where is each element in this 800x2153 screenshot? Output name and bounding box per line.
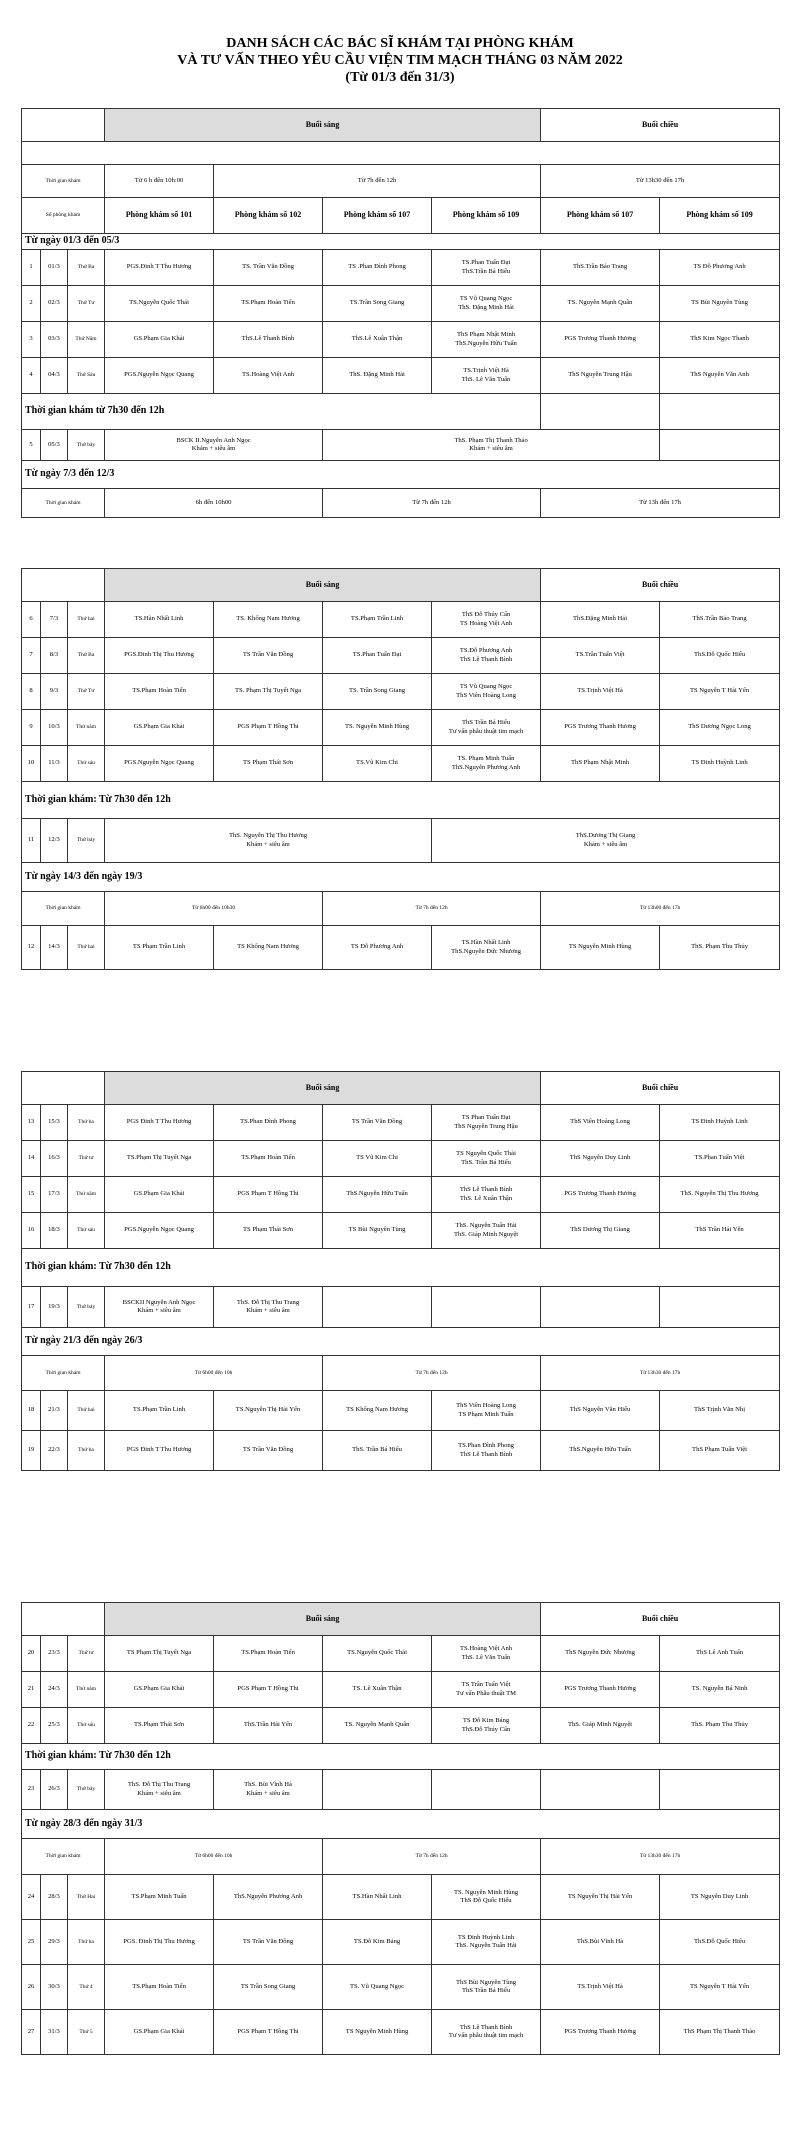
doctor-cell: TS. Phạm Minh Tuấn ThS.Nguyễn Phương Anh [432, 746, 541, 782]
row-number-cell: 18 [22, 1391, 41, 1431]
date-cell: 29/3 [41, 1920, 68, 1965]
doctor-cell: ThS.Nguyễn Hữu Tuấn [323, 1177, 432, 1213]
doctor-cell: TS. Vũ Quang Ngọc [323, 1965, 432, 2010]
row-number-cell: 20 [22, 1636, 41, 1672]
doctor-cell: ThS. Trần Bá Hiếu [323, 1431, 432, 1471]
row-number-cell: 9 [22, 710, 41, 746]
schedule-row [22, 926, 780, 970]
title-line-1: DANH SÁCH CÁC BÁC SĨ KHÁM TẠI PHÒNG KHÁM [226, 36, 574, 51]
row-number-cell: 6 [22, 602, 41, 638]
schedule-row [22, 2010, 780, 2055]
title-line-3: (Từ 01/3 đến 31/3) [345, 70, 455, 85]
doctor-cell: TS Trần Tuấn Việt Tư vấn Phẫu thuật TM [432, 1672, 541, 1708]
weekday-cell: Thứ Tư [68, 286, 105, 322]
row-number-cell: 22 [22, 1708, 41, 1744]
doctor-cell: TS.Phạm Hoàn Tiến [105, 1965, 214, 2010]
row-number-cell: 26 [22, 1965, 41, 2010]
doctor-cell: TS Nguyễn T Hải Yến [660, 674, 780, 710]
date-cell: 16/3 [41, 1141, 68, 1177]
doctor-cell: ThS.Đặng Minh Hải [541, 602, 660, 638]
doctor-cell: TS. Nguyễn Mạnh Quân [323, 1708, 432, 1744]
doctor-cell: ThS Nguyễn Văn Anh [660, 358, 780, 394]
row-number-cell: 13 [22, 1105, 41, 1141]
schedule-row [22, 1672, 780, 1708]
schedule-row [22, 1431, 780, 1471]
doctor-cell: TS. Trần Văn Đồng [214, 250, 323, 286]
doctor-cell: TS. Trần Song Giang [323, 674, 432, 710]
row-number-cell: 7 [22, 638, 41, 674]
room-row: Số phòng khám Phòng khám số 101 Phòng khám số 102 Phòng khám số 107 Phòng khám số 109 Phòng khám số 107 Phòng khám số 109 [22, 198, 780, 234]
doctor-cell: TS Đinh Huỳnh Linh ThS. Nguyễn Tuấn Hải [432, 1920, 541, 1965]
date-cell: 28/3 [41, 1875, 68, 1920]
schedule-row [22, 746, 780, 782]
doctor-cell: TS Bùi Nguyên Tùng [660, 286, 780, 322]
doctor-cell: ThS.Trần Bảo Trang [541, 250, 660, 286]
doctor-cell: TS Phạm Thái Sơn [214, 746, 323, 782]
doctor-cell: PGS Trương Thanh Hương [541, 710, 660, 746]
doctor-cell: TS Phạm Thái Sơn [214, 1213, 323, 1249]
weekday-cell: Thứ hai [68, 926, 105, 970]
time-row: Thời gian khám 6h đến 10h00 Từ 7h đến 12h Từ 13h đến 17h [22, 489, 780, 518]
doctor-cell: TS Trần Văn Đồng [214, 1431, 323, 1471]
schedule-row [22, 250, 780, 286]
doctor-cell: TS Nguyễn Thị Hải Yến [541, 1875, 660, 1920]
row-number-cell: 16 [22, 1213, 41, 1249]
doctor-cell: ThS Bùi Nguyên Tùng ThS Trần Bá Hiếu [432, 1965, 541, 2010]
doctor-cell: PGS Đinh T Thu Hương [105, 1105, 214, 1141]
doctor-cell: GS.Phạm Gia Khải [105, 1672, 214, 1708]
date-cell: 31/3 [41, 2010, 68, 2055]
date-cell: 01/3 [41, 250, 68, 286]
doctor-cell: ThS.Nguyễn Hữu Tuấn [541, 1431, 660, 1471]
doctor-cell: TS.Hàn Nhất Linh ThS.Nguyễn Đức Nhương [432, 926, 541, 970]
row-number-cell: 8 [22, 674, 41, 710]
doctor-cell: ThS.Nguyễn Phương Anh [214, 1875, 323, 1920]
doctor-cell: ThS.Trần Hải Yến [214, 1708, 323, 1744]
date-cell: 14/3 [41, 926, 68, 970]
section-header: Từ ngày 28/3 đến ngày 31/3 [22, 1810, 780, 1839]
doctor-cell: TS.Đỗ Phương Anh ThS Lê Thanh Bình [432, 638, 541, 674]
date-cell: 21/3 [41, 1391, 68, 1431]
weekday-cell: Thứ năm [68, 710, 105, 746]
doctor-cell: TS Phan Tuấn Đạt ThS Nguyễn Trung Hậu [432, 1105, 541, 1141]
section-header: Từ ngày 01/3 đến 05/3 [22, 234, 780, 250]
section-header: Thời gian khám: Từ 7h30 đến 12h [22, 1744, 780, 1770]
doctor-cell: ThS. Phạm Thu Thủy [660, 926, 780, 970]
doctor-cell: TS.Phan Tuấn Đạt [323, 638, 432, 674]
date-cell: 7/3 [41, 602, 68, 638]
date-cell: 25/3 [41, 1708, 68, 1744]
doctor-cell: TS.Đỗ Kim Bảng [323, 1920, 432, 1965]
weekday-cell: Thứ Hai [68, 1875, 105, 1920]
schedule-row [22, 1391, 780, 1431]
doctor-cell: TS Vũ Quang Ngọc ThS. Đặng Minh Hải [432, 286, 541, 322]
weekday-cell: Thứ hai [68, 1391, 105, 1431]
doctor-cell: ThS.Đỗ Quốc Hiếu [660, 1920, 780, 1965]
doctor-cell: TS.Phan Tuấn Đạt ThS.Trần Bá Hiếu [432, 250, 541, 286]
doctor-cell: ThS Trần Bá Hiếu Tư vấn phẫu thuật tim mạch [432, 710, 541, 746]
doctor-cell: PGS Phạm T Hồng Thi [214, 2010, 323, 2055]
weekday-cell: Thứ năm [68, 1672, 105, 1708]
doctor-cell: PGS.Nguyễn Ngọc Quang [105, 746, 214, 782]
schedule-row [22, 1636, 780, 1672]
date-cell: 17/3 [41, 1177, 68, 1213]
row-number-cell: 2 [22, 286, 41, 322]
weekday-cell: Thứ sáu [68, 1213, 105, 1249]
weekday-cell: Thứ ba [68, 1431, 105, 1471]
date-cell: 04/3 [41, 358, 68, 394]
row-number-cell: 3 [22, 322, 41, 358]
section-header: Thời gian khám từ 7h30 đến 12h [22, 394, 780, 430]
weekday-cell: Thứ Sáu [68, 358, 105, 394]
time-row: Thời gian khám Từ 6h00 đến 10h Từ 7h đến 12h Từ 13h30 đến 17h [22, 1356, 780, 1391]
doctor-cell: TS.Trịnh Việt Hà [541, 674, 660, 710]
doctor-cell: GS.Phạm Gia Khải [105, 710, 214, 746]
doctor-cell: TS.Phan Đình Phong ThS Lê Thanh Bình [432, 1431, 541, 1471]
doctor-cell: TS Nguyễn T Hải Yến [660, 1965, 780, 2010]
doctor-cell: TS.Hoàng Việt Anh ThS. Lê Văn Tuấn [432, 1636, 541, 1672]
schedule-page-1 [21, 108, 779, 518]
doctor-cell: TS. Nguyễn Bá Ninh [660, 1672, 780, 1708]
weekday-cell: Thứ Ba [68, 250, 105, 286]
schedule-table-4 [21, 1602, 780, 2055]
doctor-cell: TS Trần Văn Đồng [214, 638, 323, 674]
time-row: Thời gian khám Từ 6 h đến 10h:00 Từ 7h đến 12h Từ 13h30 đến 17h [22, 165, 780, 198]
doctor-cell: TS Đỗ Phương Anh [660, 250, 780, 286]
doctor-cell: GS.Phạm Gia Khải [105, 1177, 214, 1213]
section-header: Từ ngày 21/3 đến ngày 26/3 [22, 1328, 780, 1356]
doctor-cell: GS.Phạm Gia Khải [105, 2010, 214, 2055]
doctor-cell: TS.Hàn Nhất Linh [323, 1875, 432, 1920]
doctor-cell: ThS.Đỗ Quốc Hiếu [660, 638, 780, 674]
doctor-cell: ThS Trần Hải Yến [660, 1213, 780, 1249]
doctor-cell: ThS. Phạm Thu Thủy [660, 1708, 780, 1744]
doctor-cell: PGS Phạm T Hồng Thi [214, 1177, 323, 1213]
weekday-cell: Thứ Ba [68, 638, 105, 674]
doctor-cell: PGS.Đinh T Thu Hương [105, 250, 214, 286]
doctor-cell: TS Đinh Huỳnh Linh [660, 1105, 780, 1141]
doctor-cell: TS.Phạm Trần Linh [323, 602, 432, 638]
time-row: Thời gian khám Từ 6h00 đến 10h Từ 7h đến 12h Từ 13h30 đến 17h [22, 1839, 780, 1875]
weekday-cell: Thứ 4 [68, 1965, 105, 2010]
schedule-row [22, 1213, 780, 1249]
doctor-cell: ThS.Lê Thanh Bình [214, 322, 323, 358]
doctor-cell: ThS Phạm Nhật Minh ThS.Nguyễn Hữu Tuấn [432, 322, 541, 358]
doctor-cell: ThS.Bùi Vĩnh Hà [541, 1920, 660, 1965]
date-cell: 11/3 [41, 746, 68, 782]
doctor-cell: TS Phạm Trần Linh [105, 926, 214, 970]
doctor-cell: ThS Phạm Tuấn Việt [660, 1431, 780, 1471]
section-header: Thời gian khám: Từ 7h30 đến 12h [22, 782, 780, 819]
time-row: Thời gian khám Từ 6h00 đến 10h30 Từ 7h đến 12h Từ 13h00 đến 17h [22, 892, 780, 926]
saturday-row: 23 26/3 Thứ bảy ThS. Đỗ Thị Thu Trang Khám + siêu âm ThS. Bùi Vĩnh Hà Khám + siêu âm [22, 1770, 780, 1810]
doctor-cell: TS.Phạm Minh Tuấn [105, 1875, 214, 1920]
doctor-cell: TS Nguyễn Duy Linh [660, 1875, 780, 1920]
date-cell: 03/3 [41, 322, 68, 358]
schedule-row [22, 602, 780, 638]
doctor-cell: TS Khổng Nam Hương [323, 1391, 432, 1431]
date-cell: 10/3 [41, 710, 68, 746]
doctor-cell: TS Phạm Thị Tuyết Nga [105, 1636, 214, 1672]
weekday-cell: Thứ ba [68, 1920, 105, 1965]
doctor-cell: PGS. Đinh Thị Thu Hương [105, 1920, 214, 1965]
doctor-cell: ThS Nguyễn Đức Nhương [541, 1636, 660, 1672]
doctor-cell: TS.Trần Tuấn Việt [541, 638, 660, 674]
doctor-cell: TS Trần Văn Đồng [323, 1105, 432, 1141]
weekday-cell: Thứ sáu [68, 746, 105, 782]
doctor-cell: PGS Trương Thanh Hương [541, 1672, 660, 1708]
doctor-cell: ThS Viên Hoàng Long TS Phạm Minh Tuấn [432, 1391, 541, 1431]
doctor-cell: TS Đỗ Kim Bảng ThS.Đỗ Thúy Cẩn [432, 1708, 541, 1744]
section-header: Từ ngày 7/3 đến 12/3 [22, 461, 780, 489]
doctor-cell: TS.Nguyễn Quốc Thái [323, 1636, 432, 1672]
doctor-cell: TS Trần Song Giang [214, 1965, 323, 2010]
doctor-cell: TS.Trần Song Giang [323, 286, 432, 322]
saturday-row: 17 19/3 Thứ bảy BSCKII Nguyễn Anh Ngọc Khám + siêu âm ThS. Đỗ Thị Thu Trang Khám + siêu âm [22, 1287, 780, 1328]
doctor-cell: TS.Trịnh Việt Hà [541, 1965, 660, 2010]
date-cell: 30/3 [41, 1965, 68, 2010]
weekday-cell: Thứ Tư [68, 674, 105, 710]
doctor-cell: TS .Phan Đình Phong [323, 250, 432, 286]
doctor-cell: TS.Nguyễn Thị Hải Yến [214, 1391, 323, 1431]
schedule-table-3 [21, 1071, 780, 1471]
weekday-cell: Thứ Năm [68, 322, 105, 358]
doctor-cell: ThS Phạm Nhật Minh [541, 746, 660, 782]
row-number-cell: 4 [22, 358, 41, 394]
doctor-cell: TS.Phạm Hoàn Tiến [105, 674, 214, 710]
doctor-cell: TS.Vũ Kim Chi [323, 746, 432, 782]
schedule-page-2 [21, 568, 779, 970]
row-number-cell: 1 [22, 250, 41, 286]
doctor-cell: ThS Lê Thanh Bình Tư vấn phẫu thuật tim mạch [432, 2010, 541, 2055]
doctor-cell: ThS Kim Ngọc Thanh [660, 322, 780, 358]
doctor-cell: PGS Phạm T Hồng Thi [214, 710, 323, 746]
weekday-cell: Thứ 5 [68, 2010, 105, 2055]
doctor-cell: TS.Phạm Hoàn Tiến [214, 1636, 323, 1672]
doctor-cell: PGS.Nguyễn Ngọc Quang [105, 358, 214, 394]
header-row: Buổi sáng Buổi chiều [22, 1072, 780, 1105]
section-header: Từ ngày 14/3 đến ngày 19/3 [22, 863, 780, 892]
doctor-cell: PGS Trương Thanh Hương [541, 2010, 660, 2055]
doctor-cell: TS. Phạm Thị Tuyết Nga [214, 674, 323, 710]
doctor-cell: ThS Nguyễn Văn Hiếu [541, 1391, 660, 1431]
doctor-cell: TS.Phan Tuấn Việt [660, 1141, 780, 1177]
afternoon-header: Buổi chiều [541, 109, 780, 142]
doctor-cell: TS Trần Văn Đồng [214, 1920, 323, 1965]
doctor-cell: TS Nguyễn Quốc Thái ThS. Trần Bá Hiếu [432, 1141, 541, 1177]
doctor-cell: ThS Phạm Thị Thanh Thảo [660, 2010, 780, 2055]
doctor-cell: TS. Nguyễn Mạnh Quân [541, 286, 660, 322]
schedule-row [22, 674, 780, 710]
schedule-row [22, 1105, 780, 1141]
row-number-cell: 27 [22, 2010, 41, 2055]
saturday-row: 5 05/3 Thứ bảy BSCK II.Nguyễn Anh Ngọc Khám + siêu âm ThS. Phạm Thị Thanh Thảo Khám + siêu âm [22, 430, 780, 461]
schedule-row [22, 286, 780, 322]
doctor-cell: PGS.Nguyễn Ngọc Quang [105, 1213, 214, 1249]
date-cell: 15/3 [41, 1105, 68, 1141]
schedule-row [22, 638, 780, 674]
doctor-cell: TS.Hàn Nhất Linh [105, 602, 214, 638]
schedule-row [22, 1875, 780, 1920]
doctor-cell: TS Vũ Quang Ngọc ThS Viên Hoàng Long [432, 674, 541, 710]
doctor-cell: TS Vũ Kim Chi [323, 1141, 432, 1177]
doctor-cell: PGS Trương Thanh Hương [541, 322, 660, 358]
weekday-cell: Thứ tư [68, 1636, 105, 1672]
doctor-cell: TS. Lê Xuân Thận [323, 1672, 432, 1708]
doctor-cell: TS Đỗ Phương Anh [323, 926, 432, 970]
doctor-cell: ThS Viên Hoàng Long [541, 1105, 660, 1141]
doctor-cell: TS Bùi Nguyên Tùng [323, 1213, 432, 1249]
doctor-cell: TS.Nguyễn Quốc Thái [105, 286, 214, 322]
doctor-cell: ThS Đỗ Thúy Cẩn TS Hoàng Việt Anh [432, 602, 541, 638]
schedule-page-4 [21, 1602, 779, 2055]
doctor-cell: ThS.Trần Bảo Trang [660, 602, 780, 638]
schedule-row [22, 1141, 780, 1177]
doctor-cell: ThS.Lê Xuân Thận [323, 322, 432, 358]
doctor-cell: ThS Trịnh Văn Nhị [660, 1391, 780, 1431]
doctor-cell: ThS. Giáp Minh Nguyệt [541, 1708, 660, 1744]
header-row [22, 109, 780, 142]
schedule-row [22, 710, 780, 746]
doctor-cell: PGS.Đinh Thị Thu Hương [105, 638, 214, 674]
doctor-cell: ThS Lê Anh Tuấn [660, 1636, 780, 1672]
doctor-cell: TS.Phạm Thái Sơn [105, 1708, 214, 1744]
doctor-cell: TS.Phan Đình Phong [214, 1105, 323, 1141]
date-cell: 02/3 [41, 286, 68, 322]
schedule-table-1 [21, 108, 780, 518]
doctor-cell: TS.Hoàng Việt Anh [214, 358, 323, 394]
schedule-row [22, 1965, 780, 2010]
schedule-page-3 [21, 1071, 779, 1471]
doctor-cell: ThS. Đặng Minh Hải [323, 358, 432, 394]
row-number-cell: 14 [22, 1141, 41, 1177]
doctor-cell: TS. Nguyễn Minh Hùng [323, 710, 432, 746]
weekday-cell: Thứ tư [68, 1141, 105, 1177]
doctor-cell: ThS Dương Ngọc Long [660, 710, 780, 746]
doctor-cell: PGS Trương Thanh Hương [541, 1177, 660, 1213]
doctor-cell: TS Nguyễn Minh Hùng [541, 926, 660, 970]
doctor-cell: ThS. Nguyễn Thị Thu Hương [660, 1177, 780, 1213]
schedule-row [22, 358, 780, 394]
date-cell: 18/3 [41, 1213, 68, 1249]
doctor-cell: ThS. Nguyễn Tuấn Hải ThS. Giáp Minh Nguyệt [432, 1213, 541, 1249]
doctor-cell: ThS Lê Thanh Bình ThS. Lê Xuân Thận [432, 1177, 541, 1213]
date-cell: 8/3 [41, 638, 68, 674]
row-number-cell: 24 [22, 1875, 41, 1920]
doctor-cell: TS. Khổng Nam Hương [214, 602, 323, 638]
doctor-cell: PGS Đinh T Thu Hương [105, 1431, 214, 1471]
header-row: Buổi sáng Buổi chiều [22, 1603, 780, 1636]
morning-header: Buổi sáng [105, 109, 541, 142]
doctor-cell: TS.Phạm Hoàn Tiến [214, 1141, 323, 1177]
doctor-cell: TS Đinh Huỳnh Linh [660, 746, 780, 782]
row-number-cell: 12 [22, 926, 41, 970]
doctor-cell: TS.Phạm Thị Tuyết Nga [105, 1141, 214, 1177]
schedule-row [22, 1708, 780, 1744]
weekday-cell: Thứ sáu [68, 1708, 105, 1744]
weekday-cell: Thứ hai [68, 602, 105, 638]
row-number-cell: 19 [22, 1431, 41, 1471]
date-cell: 23/3 [41, 1636, 68, 1672]
doctor-cell: ThS Nguyễn Trung Hậu [541, 358, 660, 394]
date-cell: 22/3 [41, 1431, 68, 1471]
date-cell: 24/3 [41, 1672, 68, 1708]
schedule-row [22, 1920, 780, 1965]
doctor-cell: TS.Phạm Trần Linh [105, 1391, 214, 1431]
doctor-cell: PGS Phạm T Hồng Thi [214, 1672, 323, 1708]
doctor-cell: TS Nguyễn Minh Hùng [323, 2010, 432, 2055]
weekday-cell: Thứ ba [68, 1105, 105, 1141]
saturday-row: 11 12/3 Thứ bảy ThS. Nguyễn Thị Thu Hương Khám + siêu âm ThS.Dương Thị Giang Khám + siêu âm [22, 819, 780, 863]
doctor-cell: ThS Dương Thị Giang [541, 1213, 660, 1249]
row-number-cell: 21 [22, 1672, 41, 1708]
row-number-cell: 10 [22, 746, 41, 782]
weekday-cell: Thứ năm [68, 1177, 105, 1213]
doctor-cell: GS.Phạm Gia Khải [105, 322, 214, 358]
doctor-cell: ThS Nguyễn Duy Linh [541, 1141, 660, 1177]
header-row: Buổi sáng Buổi chiều [22, 569, 780, 602]
doctor-cell: TS Khổng Nam Hương [214, 926, 323, 970]
schedule-row [22, 322, 780, 358]
doctor-cell: TS.Trịnh Việt Hà ThS. Lê Văn Tuấn [432, 358, 541, 394]
row-number-cell: 15 [22, 1177, 41, 1213]
schedule-table-2 [21, 568, 780, 970]
schedule-row [22, 1177, 780, 1213]
section-header: Thời gian khám: Từ 7h30 đến 12h [22, 1249, 780, 1287]
date-cell: 9/3 [41, 674, 68, 710]
title-line-2: VÀ TƯ VẤN THEO YÊU CẦU VIỆN TIM MẠCH THÁNG 03 NĂM 2022 [177, 53, 623, 68]
doctor-cell: TS.Phạm Hoàn Tiến [214, 286, 323, 322]
doctor-cell: TS. Nguyễn Minh Hùng ThS Đỗ Quốc Hiếu [432, 1875, 541, 1920]
row-number-cell: 25 [22, 1920, 41, 1965]
